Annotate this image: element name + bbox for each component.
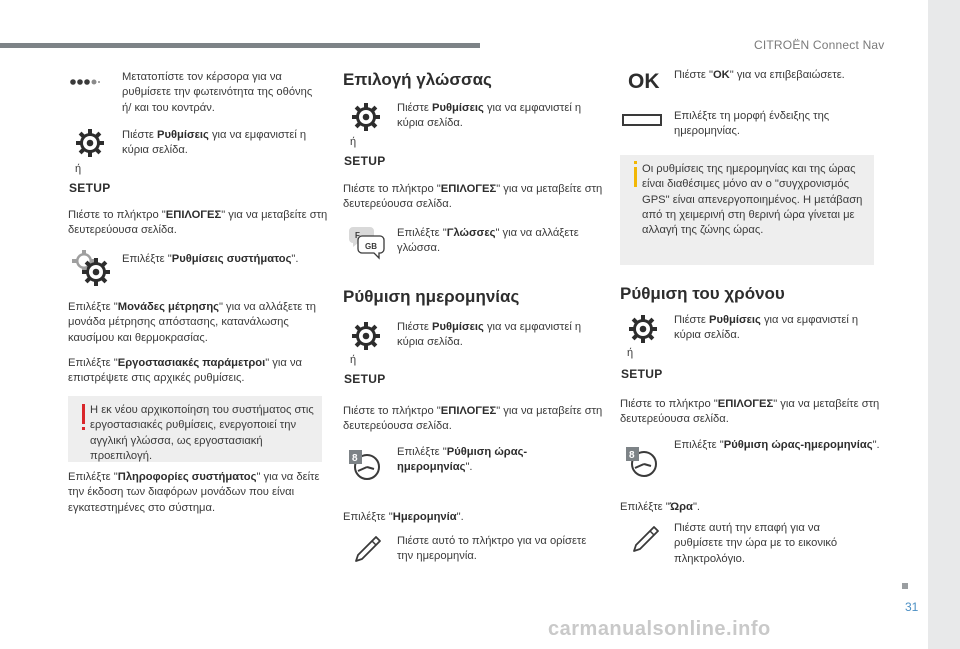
pencil-icon [352,534,382,566]
para-hour: Επιλέξτε "Ώρα". [620,501,701,513]
para-press-time: Πιέστε αυτή την επαφή για να ρυθμίσετε την ώρα με το εικονικό πληκτρολόγιο. [674,522,838,565]
para-system-info: Επιλέξτε "Πληροφορίες συστήματος" για να δείτε την έκδοση των διαφόρων μονάδων που είναι εγκατεστημένες στο σύστημα. [68,471,320,514]
gear-icon [352,103,380,131]
para-options: Πιέστε το πλήκτρο "ΕΠΙΛΟΓΕΣ" για να μεταβείτε στη δευτερεύουσα σελίδα. [68,209,328,237]
language-flag-icon [346,224,386,260]
para-languages: Επιλέξτε "Γλώσσες" για να αλλάξετε γλώσσα. [397,227,579,255]
warning-icon-dot [82,427,85,430]
info-icon [634,167,637,187]
para-units: Επιλέξτε "Μονάδες μέτρησης" για να αλλάξετε τη μονάδα μέτρησης απόστασης, κατανάλωσης καυσίμου και θερμοκρασίας. [68,301,316,344]
para-system-settings: Επιλέξτε "Ρυθμίσεις συστήματος". [122,253,299,265]
warning-note [68,396,322,462]
heading-time: Ρύθμιση του χρόνου [620,284,785,303]
info-note [620,155,874,265]
setup-button-label: SETUP [344,372,386,386]
para-ok: Πιέστε "OK" για να επιβεβαιώσετε. [674,69,845,81]
warning-note-text: Η εκ νέου αρχικοποίηση του συστήματος στις εργοστασιακές ρυθμίσεις, ενεργοποιεί την αγγλική γλώσσα, ως εργοστασιακή προεπιλογή. [90,404,314,462]
para-factory: Επιλέξτε "Εργοστασιακές παράμετροι" για να επιστρέψετε στις αρχικές ρυθμίσεις. [68,357,302,385]
para-time-date: Επιλέξτε "Ρύθμιση ώρας-ημερομηνίας". [397,446,528,474]
list-field-icon [622,113,662,127]
clock-badge-number: 8 [629,450,635,461]
or-label: ή [350,354,357,366]
lang-badge-bottom: GB [365,242,377,251]
heading-date: Ρύθμιση ημερομηνίας [343,287,520,306]
heading-language: Επιλογή γλώσσας [343,70,492,89]
gear-icon [76,129,104,157]
system-settings-icon [72,250,110,286]
pencil-icon [630,524,660,556]
para-settings: Πιέστε Ρυθμίσεις για να εμφανιστεί η κύρια σελίδα. [674,314,859,342]
page-number: 31 [905,600,919,614]
setup-button-label: SETUP [69,181,111,195]
watermark: carmanualsonline.info [548,618,771,640]
info-icon-dot [634,161,637,164]
clock-icon [623,445,659,479]
info-note-text: Οι ρυθμίσεις της ημερομηνίας και της ώρας είναι διαθέσιμες μόνο αν ο "συγχρονισμός GPS" είναι απενεργοποιημένος. Η μετάβαση από τη χειμερινή στη θερινή ώρα γίνεται με αλλαγή της ζώνης ώρας. [642,163,863,237]
para-options: Πιέστε το πλήκτρο "ΕΠΙΛΟΓΕΣ" για να μεταβείτε στη δευτερεύουσα σελίδα. [343,183,603,211]
warning-icon [82,404,85,424]
gear-icon [629,315,657,343]
ok-button-label: OK [628,70,660,93]
para-settings: Πιέστε Ρυθμίσεις για να εμφανιστεί η κύρια σελίδα. [397,102,582,130]
para-press-date: Πιέστε αυτό το πλήκτρο για να ορίσετε την ημερομηνία. [397,535,587,563]
page-margin-strip [928,0,960,649]
or-label: ή [627,347,634,359]
gear-icon [352,322,380,350]
lang-badge-top: F [355,231,360,240]
or-label: ή [75,163,82,175]
clock-icon [346,448,382,482]
brightness-dots-icon [70,76,100,86]
or-label: ή [350,136,357,148]
para-cursor: Μετατοπίστε τον κέρσορα για να ρυθμίσετε την φωτεινότητα της οθόνης ή/ και του κοντράν. [122,71,313,114]
para-options: Πιέστε το πλήκτρο "ΕΠΙΛΟΓΕΣ" για να μεταβείτε στη δευτερεύουσα σελίδα. [343,405,603,433]
clock-badge-number: 8 [352,453,358,464]
para-settings: Πιέστε Ρυθμίσεις για να εμφανιστεί η κύρια σελίδα. [397,321,582,349]
brand-title: CITROËN Connect Nav [754,38,885,52]
para-time-date: Επιλέξτε "Ρύθμιση ώρας-ημερομηνίας". [674,439,880,451]
setup-button-label: SETUP [344,154,386,168]
setup-button-label: SETUP [621,367,663,381]
para-format: Επιλέξτε τη μορφή ένδειξης της ημερομηνίας. [674,110,830,138]
para-settings: Πιέστε Ρυθμίσεις για να εμφανιστεί η κύρια σελίδα. [122,129,307,157]
para-date: Επιλέξτε "Ημερομηνία". [343,511,464,523]
para-options: Πιέστε το πλήκτρο "ΕΠΙΛΟΓΕΣ" για να μεταβείτε στη δευτερεύουσα σελίδα. [620,398,880,426]
section-end-marker [902,583,908,589]
header-rule [0,43,480,48]
